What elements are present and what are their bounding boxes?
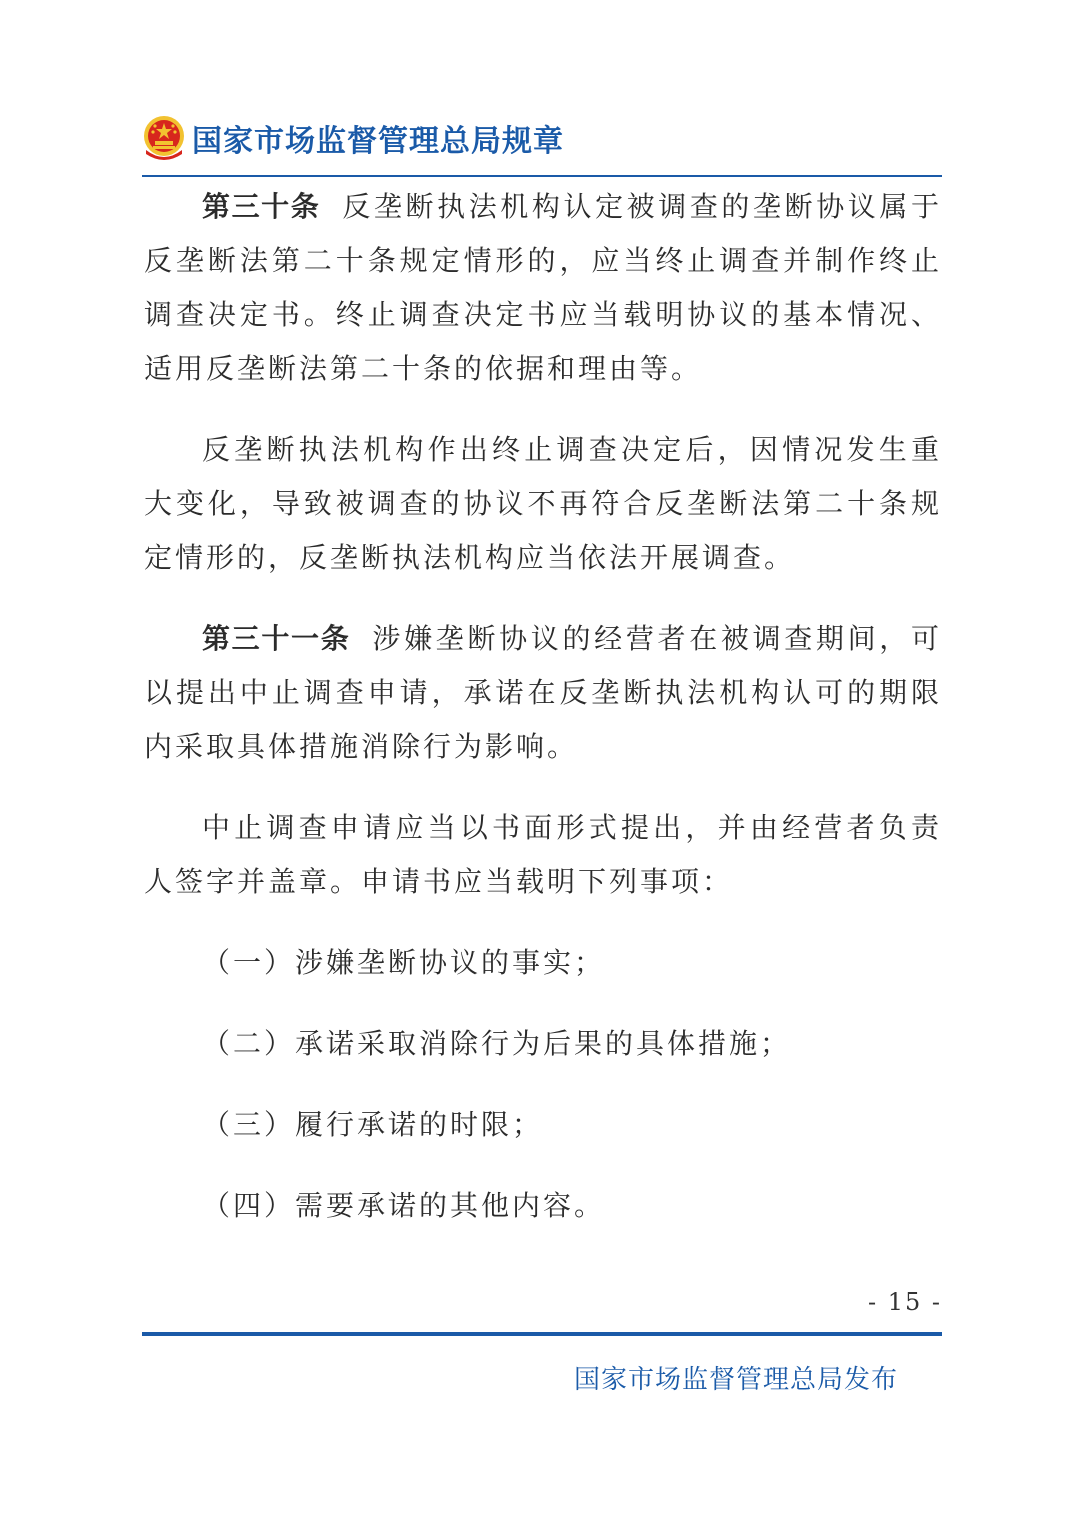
article-31-text: 涉嫌垄断协议的经营者在被调查期间，可以提出中止调查申请，承诺在反垄断执法机构认可的期限内采取具体措施消除行为影响。 — [144, 622, 942, 763]
page-header — [142, 112, 942, 164]
national-emblem-icon — [142, 114, 186, 162]
article-31-paragraph — [144, 612, 942, 774]
article-30-paragraph — [144, 180, 942, 396]
list-item: （四）需要承诺的其他内容。 — [202, 1189, 606, 1222]
list-item: （二）承诺采取消除行为后果的具体措施； — [202, 1027, 792, 1060]
article-31-paragraph-2: 中止调查申请应当以书面形式提出，并由经营者负责人签字并盖章。申请书应当载明下列事项： — [144, 811, 942, 898]
page-number: - 15 - — [867, 1288, 942, 1316]
footer-publisher: 国家市场监督管理总局发布 — [573, 1365, 898, 1395]
article-30-paragraph-2: 反垄断执法机构作出终止调查决定后，因情况发生重大变化，导致被调查的协议不再符合反垄断法第二十条规定情形的，反垄断执法机构应当依法开展调查。 — [144, 433, 942, 574]
footer-divider — [142, 1332, 942, 1336]
header-divider — [142, 175, 942, 177]
list-item: （一）涉嫌垄断协议的事实； — [202, 946, 606, 979]
article-31-title: 第三十一条 — [202, 622, 351, 655]
header-title: 国家市场监督管理总局规章 — [192, 124, 564, 159]
article-30-text: 反垄断执法机构认定被调查的垄断协议属于反垄断法第二十条规定情形的，应当终止调查并制作终止调查决定书。终止调查决定书应当载明协议的基本情况、适用反垄断法第二十条的依据和理由等。 — [144, 190, 942, 385]
list-item: （三）履行承诺的时限； — [202, 1108, 544, 1141]
article-30-title: 第三十条 — [202, 190, 321, 223]
document-body — [144, 180, 942, 1233]
